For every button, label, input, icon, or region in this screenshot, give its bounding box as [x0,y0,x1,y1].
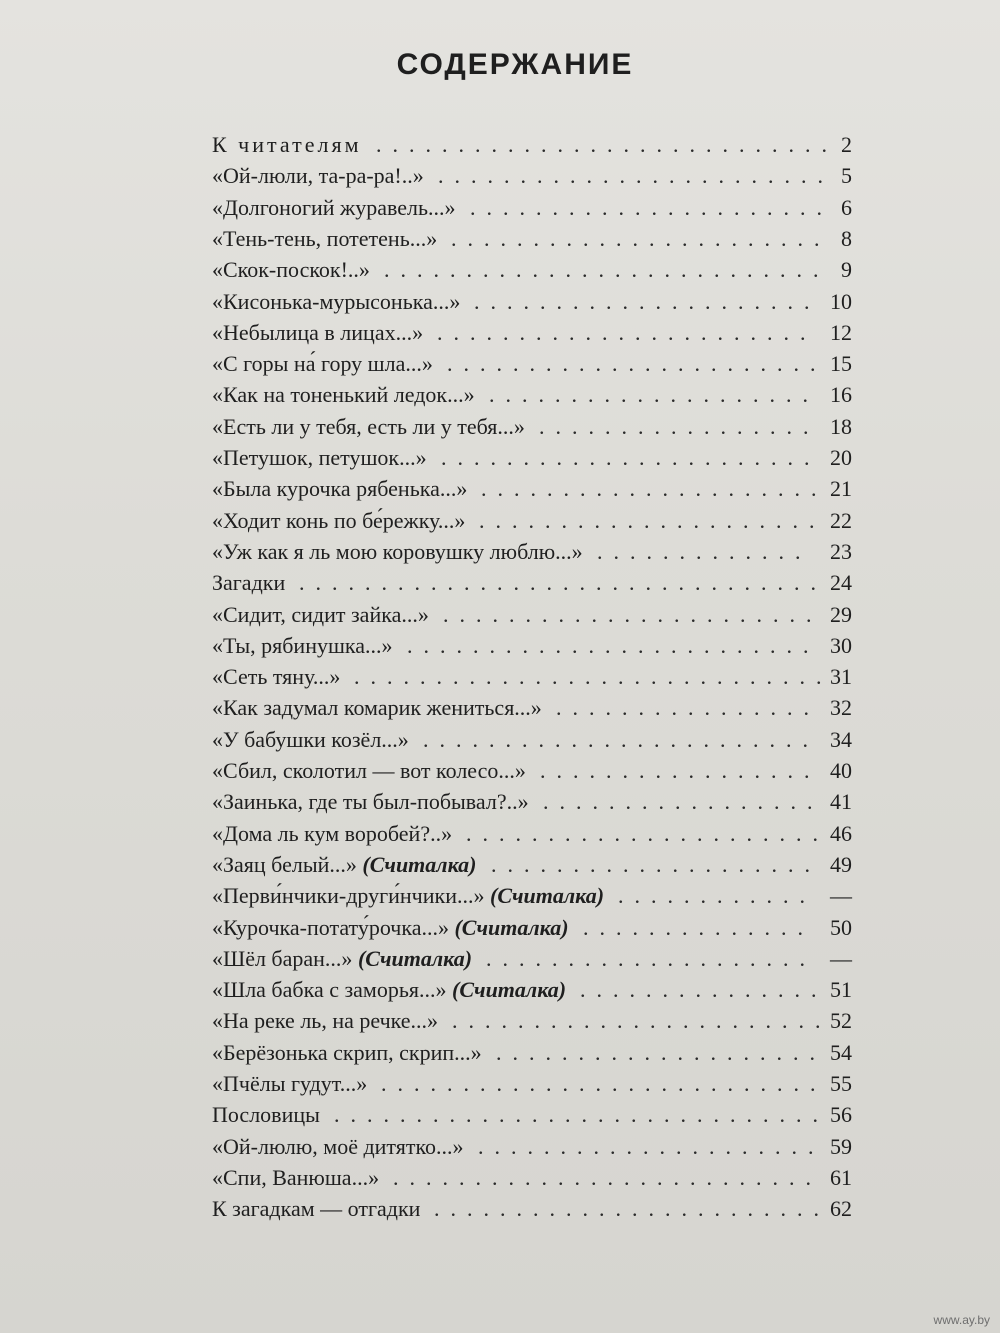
toc-entry-text: Пословицы [212,1102,320,1128]
leader-dots: .................... [489,382,819,408]
toc-entry-page: 12 [830,319,852,345]
leader-dots: ........................... [384,257,830,283]
toc-entry-page: 56 [830,1102,852,1128]
toc-entry-page: — [830,883,852,909]
toc-entry-text: «Уж как я ль мою коровушку люблю...» [212,538,583,564]
toc-entry-text: К читателям [212,132,362,157]
toc-entry-page: 52 [830,1008,852,1034]
toc-entry-title [212,474,467,504]
toc-entry-title [212,913,569,943]
toc-entry-page: 51 [830,977,852,1003]
leader-dots: ............................ [376,132,838,157]
toc-entry-page: 30 [830,632,852,658]
leader-dots: ............... [580,977,828,1003]
leader-dots: ....................... [441,445,821,470]
leader-dots: ...................... [466,820,829,846]
toc-entry-page: 49 [830,851,852,877]
toc-entry-page: 9 [841,257,852,283]
leader-dots: ............................. [354,664,833,690]
toc-entry-title [212,1132,464,1162]
toc-entry [212,506,852,536]
toc-entry-note: (Считалка) [454,914,569,940]
toc-entry-text: «Курочка-потату́рочка...» [212,914,449,940]
toc-entry-page: 46 [830,820,852,846]
toc-entry-page: 6 [841,194,852,220]
toc-entry-page: 5 [841,163,852,189]
toc-entry-title [212,1100,320,1130]
toc-entry-page: 54 [830,1039,852,1065]
leader-dots: ................ [556,695,820,721]
leader-dots: ....................... [451,225,831,251]
leader-dots: .............. [583,914,814,940]
toc-entry-title [212,662,340,692]
toc-entry-page: 32 [830,695,852,721]
leader-dots: .............................. [334,1102,829,1128]
watermark: www.ay.by [933,1313,990,1327]
toc-entry-page: 41 [830,789,852,815]
toc-entry-title [212,725,409,755]
toc-entry-note: (Считалка) [357,945,473,971]
toc-entry [212,287,852,317]
toc-entry-text: «С горы на́ гору шла...» [212,351,433,377]
leader-dots: ....................... [452,1008,832,1034]
leader-dots: ............. [597,538,812,564]
toc-entry [212,130,852,160]
toc-entry-text: «Шёл баран...» [212,945,353,971]
toc-entry-title [212,756,526,786]
leader-dots: ................................ [299,570,827,596]
leader-dots: ..................... [474,288,821,314]
toc-entry-title [212,819,452,849]
toc-entry [212,224,852,254]
toc-entry-text: «Сбил, сколотил — вот колесо...» [212,758,526,783]
toc-entry-page: 8 [841,225,852,251]
toc-entry-text: «Заяц белый...» [212,851,357,877]
toc-entry [212,913,852,943]
leader-dots: .................... [491,851,821,877]
toc-entry [212,193,852,223]
toc-entry [212,1006,852,1036]
toc-entry [212,1100,852,1130]
toc-entry-text: «У бабушки козёл...» [212,726,409,752]
toc-entry-text: «Была курочка рябенька...» [212,476,468,502]
toc-entry-page: 10 [830,288,852,314]
leader-dots: ..................... [481,476,828,502]
toc-entry-page: 61 [830,1164,852,1190]
toc-entry-page: 2 [841,132,852,157]
leader-dots: ................. [543,789,824,815]
toc-entry-text: «Как задумал комарик жениться...» [212,695,542,721]
toc-entry-title [212,850,477,880]
toc-entry-title [212,631,393,661]
toc-entry-text: «Долгоногий журавель...» [212,194,456,220]
toc-entry-page: 15 [830,351,852,377]
toc-entry-title [212,443,427,473]
leader-dots: ........................ [438,163,834,189]
leader-dots: ........................... [381,1071,827,1096]
toc-entry-page: 18 [830,413,852,439]
toc-entry-text: «Скок-поскок!..» [212,257,370,283]
toc-entry-title [212,130,362,160]
leader-dots: ........................ [434,1196,830,1222]
toc-entry [212,1038,852,1068]
toc-entry-title [212,600,429,630]
toc-entry-note: (Считалка) [490,883,605,909]
toc-entry-text: «Пчёлы гудут...» [212,1071,368,1096]
leader-dots: ....................... [443,601,823,627]
toc-entry-page: 22 [830,507,852,533]
page-title: СОДЕРЖАНИЕ [396,48,634,81]
toc-entry-note: (Считалка) [362,851,477,877]
leader-dots: ..................... [479,507,826,533]
toc-entry [212,380,852,410]
toc-entry-page: 20 [830,445,852,470]
toc-entry-page: 23 [830,538,852,564]
toc-entry [212,1069,852,1099]
toc-entry-text: Загадки [212,570,286,596]
toc-entry-text: «Сидит, сидит зайка...» [212,601,429,627]
leader-dots: .................... [496,1039,826,1065]
toc-entry-text: «Сеть тяну...» [212,664,341,690]
toc-entry [212,631,852,661]
toc-entry-title [212,1006,438,1036]
toc-entry-page: 50 [830,914,852,940]
leader-dots: .......................... [393,1164,822,1190]
toc-entry-text: «Тень-тень, потетень...» [212,225,438,251]
toc-entry [212,725,852,755]
toc-entry-page: 31 [830,664,852,690]
toc-entry [212,161,852,191]
leader-dots: ........................ [423,726,819,752]
toc-entry-title [212,1194,420,1224]
toc-entry-text: «Дома ль кум воробей?..» [212,820,453,846]
toc-entry-title [212,287,460,317]
toc-entry [212,975,852,1005]
toc-entry-text: «На реке ль, на речке...» [212,1008,439,1034]
toc-entry-note: (Считалка) [452,977,567,1003]
toc-entry-title [212,161,424,191]
leader-dots: ....................... [447,351,827,377]
toc-entry [212,537,852,567]
toc-entry-title [212,193,456,223]
toc-entry-title [212,881,604,911]
toc-entry-text: «Ой-люлю, моё дитятко...» [212,1133,464,1159]
leader-dots: .................... [486,945,816,971]
toc-entry-title [212,693,542,723]
toc-entry-page: 62 [830,1196,852,1222]
toc-entry [212,756,852,786]
toc-entry [212,787,852,817]
toc-entry-page: — [830,945,852,971]
toc-entry [212,412,852,442]
toc-entry-title [212,568,285,598]
leader-dots: ............ [618,883,816,909]
leader-dots: ................. [540,758,821,783]
toc-entry-title [212,1069,367,1099]
toc-entry-title [212,537,583,567]
leader-dots: ......................... [407,632,820,658]
toc-entry-text: «Небылица в лицах...» [212,319,424,345]
toc-entry-text: К загадкам — отгадки [212,1196,421,1222]
toc-entry [212,693,852,723]
leader-dots: ....................... [437,319,817,345]
toc-entry [212,568,852,598]
toc-entry-text: «Спи, Ванюша...» [212,1164,380,1190]
toc-entry-page: 55 [830,1071,852,1096]
toc-entry-page: 34 [830,726,852,752]
toc-entry [212,255,852,285]
toc-entry-page: 59 [830,1133,852,1159]
toc-entry [212,474,852,504]
toc-entry [212,662,852,692]
toc-entry [212,349,852,379]
toc-entry-title [212,380,475,410]
toc-entry-text: «Есть ли у тебя, есть ли у тебя...» [212,413,525,439]
leader-dots: ...................... [470,194,833,220]
toc-entry [212,944,852,974]
toc-entry [212,318,852,348]
toc-entry-text: «Ой-люли, та-ра-ра!..» [212,163,424,189]
toc-entry-title [212,1038,482,1068]
toc-entry-title [212,349,433,379]
toc-entry-title [212,1163,379,1193]
toc-entry-text: «Ходит конь по бе́режку...» [212,507,466,533]
toc-entry [212,1194,852,1224]
toc-entry-text: «Заинька, где ты был-побывал?..» [212,789,529,815]
toc-entry [212,850,852,880]
toc-entry-page: 24 [830,570,852,596]
toc-entry-title [212,224,437,254]
toc-entry-page: 21 [830,476,852,502]
toc-entry-page: 40 [830,758,852,783]
toc-entry-text: «Берёзонька скрип, скрип...» [212,1039,482,1065]
toc-entry-title [212,318,423,348]
toc-entry-title [212,506,465,536]
toc-entry-title [212,944,472,974]
toc-entry-text: «Кисонька-мурысонька...» [212,288,461,314]
toc-entry [212,881,852,911]
toc-entry [212,443,852,473]
toc-entry-text: «Шла бабка с заморья...» [212,977,447,1003]
toc-entry-title [212,787,529,817]
leader-dots: ................. [539,413,820,439]
toc-entry-page: 16 [830,382,852,408]
toc-entry [212,819,852,849]
toc-entry-title [212,255,370,285]
toc-entry-title [212,975,566,1005]
toc-entry-text: «Как на тоненький ледок...» [212,382,475,408]
toc-entry-page: 29 [830,601,852,627]
toc-entry-title [212,412,525,442]
toc-entry [212,1132,852,1162]
toc-entry-text: «Перви́нчики-други́нчики...» [212,883,485,909]
toc-entry-text: «Ты, рябинушка...» [212,632,393,658]
toc-entry [212,600,852,630]
toc-entry-text: «Петушок, петушок...» [212,445,427,470]
toc-entry [212,1163,852,1193]
leader-dots: ..................... [478,1133,825,1159]
